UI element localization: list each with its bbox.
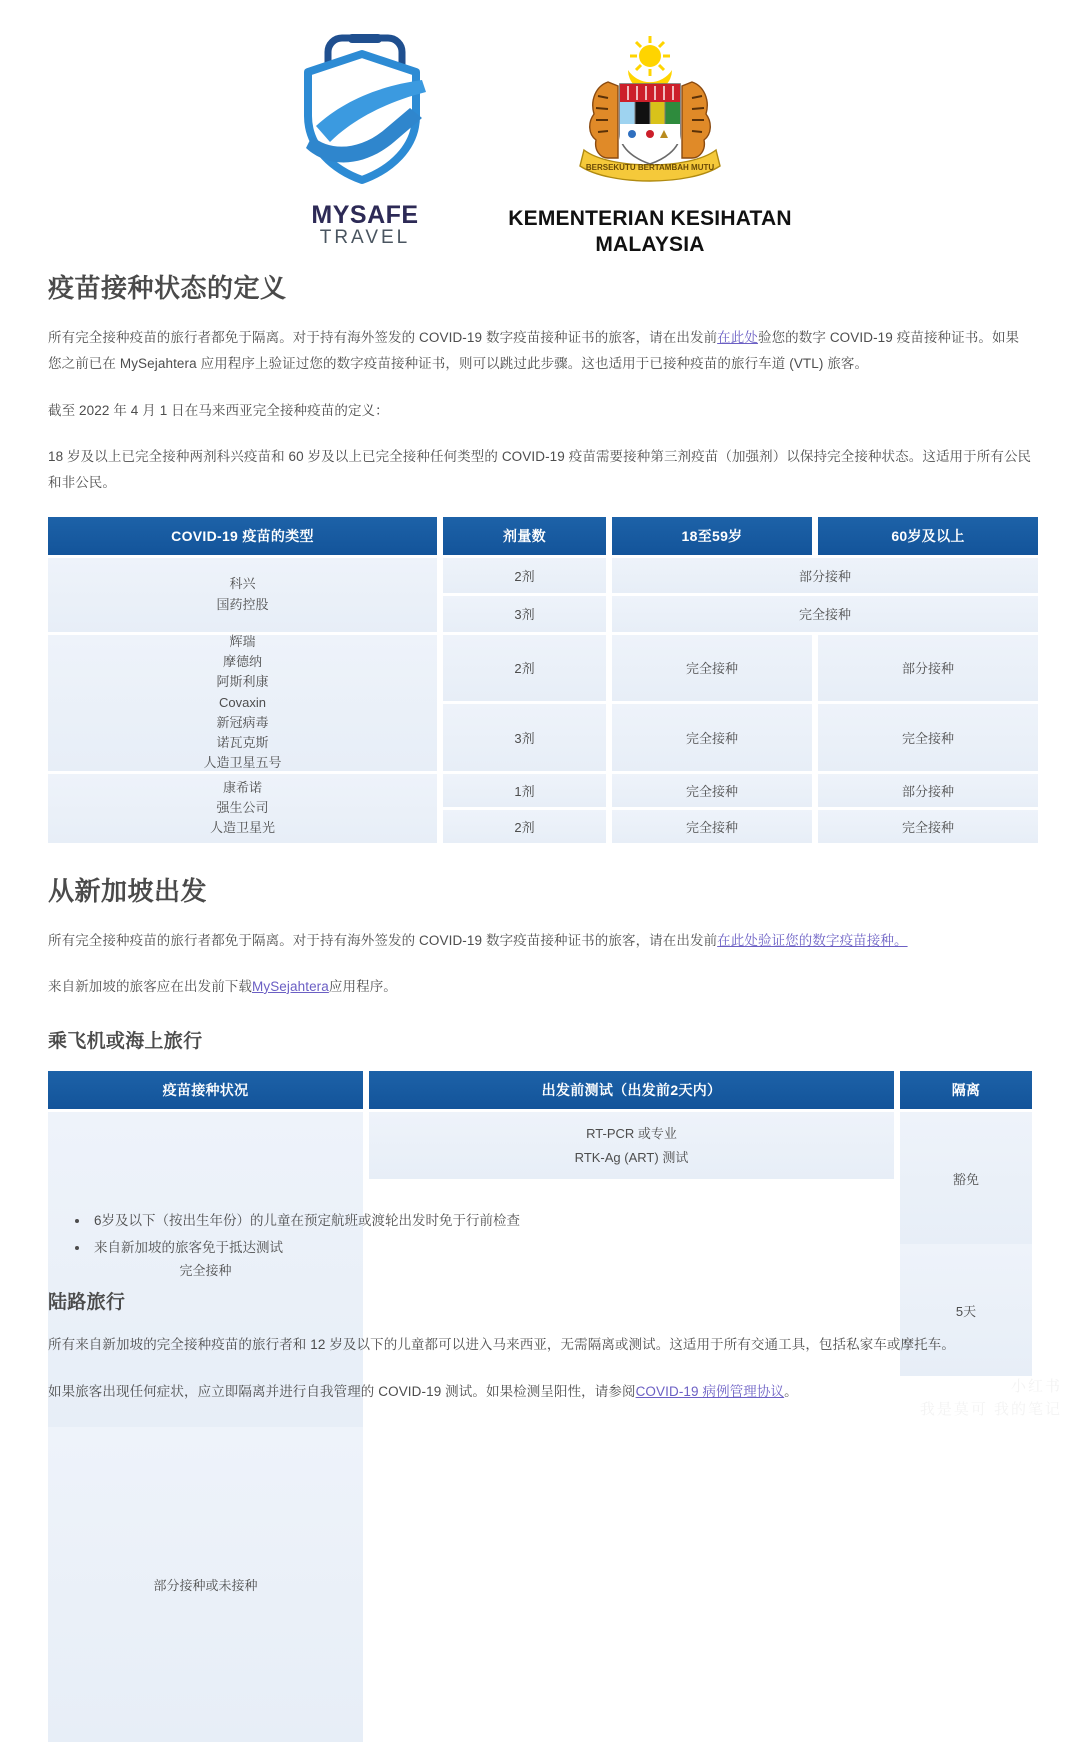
subheading-land-travel: 陆路旅行	[48, 1292, 126, 1314]
test-text-line1: RT-PCR 或专业	[586, 1126, 677, 1142]
status-60-plus-cell: 部分接种	[818, 635, 1038, 702]
paragraph-download-app	[48, 974, 1032, 1000]
paragraph-symptoms-protocol	[48, 1379, 1032, 1405]
paragraph-text-part2: 。	[784, 1383, 798, 1399]
table-row	[443, 704, 1038, 771]
status-60-plus-cell: 完全接种	[818, 810, 1038, 843]
table-row	[443, 558, 1038, 594]
paragraph-vaccination-intro	[48, 325, 1032, 378]
status-60-plus-cell: 完全接种	[818, 704, 1038, 771]
dose-cell: 2剂	[443, 635, 606, 702]
section-heading-departing-singapore: 从新加坡出发	[48, 875, 208, 906]
mysejahtera-link[interactable]: MySejahtera	[252, 978, 329, 994]
table-header-age-60-plus: 60岁及以上	[818, 517, 1038, 555]
mysafe-travel-logo	[285, 30, 445, 249]
list-item: • 6岁及以下（按出生年份）的儿童在预定航班或渡轮出发时免于行前检查	[90, 1207, 1032, 1234]
quarantine-cell: 豁免	[900, 1112, 1032, 1244]
vaccine-name: 诺瓦克斯	[216, 734, 269, 750]
table-group-pfizer	[48, 635, 1032, 771]
watermark-line2: 我是莫可 我的笔记	[919, 1400, 1062, 1418]
status-cell: 部分接种或未接种	[48, 1427, 363, 1742]
mysafe-brand-line2: TRAVEL	[319, 227, 411, 249]
vaccine-name: 康希诺	[222, 779, 262, 795]
vaccine-name: Covaxin	[219, 694, 266, 710]
kkm-name-line2: MALAYSIA	[595, 232, 705, 256]
table-header-dose-count: 剂量数	[443, 517, 606, 555]
table-row	[443, 635, 1038, 702]
paragraph-singapore-intro	[48, 928, 1032, 954]
dose-cell: 3剂	[443, 596, 606, 632]
status-18-59-cell: 完全接种	[612, 704, 812, 771]
paragraph-text-part2: 验您的数字 COVID-19 疫苗接种证书。如果您之前已在 MySejahtera 应用程序上验证过您的数字疫苗接种证书，则可以跳过此步骤。这也适用于已接种疫苗的旅行车道 (VTL) 旅客。	[48, 330, 1020, 372]
status-18-59-cell: 完全接种	[612, 774, 812, 807]
quarantine-column	[900, 1112, 1032, 1319]
subheading-air-sea-travel: 乘飞机或海上旅行	[48, 1031, 203, 1053]
verify-certificate-link[interactable]: 在此处	[717, 330, 758, 345]
paragraph-definition-date: 截至 2022 年 4 月 1 日在马来西亚完全接种疫苗的定义：	[48, 402, 389, 418]
vaccine-name: 新冠病毒	[216, 714, 269, 730]
dose-cell: 1剂	[443, 774, 606, 807]
header-logos	[0, 0, 1080, 268]
table-row	[443, 774, 1038, 807]
table-header-row	[48, 1071, 1032, 1109]
table-row	[443, 596, 1038, 632]
status-cell: 完全接种	[48, 1112, 363, 1427]
table-group-cansino	[48, 774, 1032, 843]
status-60-plus-cell: 部分接种	[818, 774, 1038, 807]
table-header-predeparture-test: 出发前测试（出发前2天内）	[369, 1071, 894, 1109]
predeparture-test-merged-cell	[369, 1112, 894, 1179]
table-header-vaccine-type: COVID-19 疫苗的类型	[48, 517, 437, 555]
table-header-vaccination-status: 疫苗接种状况	[48, 1071, 363, 1109]
status-merged-cell: 部分接种	[612, 558, 1038, 594]
paragraph-land-travel-rule: 所有来自新加坡的完全接种疫苗的旅行者和 12 岁及以下的儿童都可以进入马来西亚，无需隔离或测试。这适用于所有交通工具，包括私家车或摩托车。	[48, 1337, 955, 1353]
test-text-line2: RTK-Ag (ART) 测试	[574, 1149, 689, 1165]
status-merged-cell: 完全接种	[612, 596, 1038, 632]
mysafe-shield-plane-icon	[290, 30, 440, 200]
paragraph-booster-rule: 18 岁及以上已完全接种两剂科兴疫苗和 60 岁及以上已完全接种任何类型的 COVID-19 疫苗需要接种第三剂疫苗（加强剂）以保持完全接种状态。这适用于所有公民和非公民。	[48, 448, 1032, 491]
vaccine-names-cell	[48, 774, 437, 843]
watermark	[920, 1376, 1062, 1421]
paragraph-text-part1: 所有完全接种疫苗的旅行者都免于隔离。对于持有海外签发的 COVID-19 数字疫苗接种证书的旅客，请在出发前	[48, 932, 718, 948]
vaccine-names-cell	[48, 635, 437, 771]
kkm-logo	[505, 30, 795, 257]
section-heading-vaccination-definition: 疫苗接种状态的定义	[48, 273, 287, 303]
paragraph-text-part2: 应用程序。	[328, 978, 397, 994]
table-group-sinovac	[48, 558, 1032, 632]
vaccine-name: 国药控股	[216, 596, 269, 612]
status-18-59-cell: 完全接种	[612, 635, 812, 702]
kkm-name	[508, 206, 791, 257]
verify-digital-cert-link[interactable]: 在此处验证您的数字疫苗接种。	[717, 932, 908, 948]
table-row	[443, 810, 1038, 843]
status-18-59-cell: 完全接种	[612, 810, 812, 843]
case-management-protocol-link[interactable]: COVID-19 病例管理协议	[635, 1383, 785, 1399]
list-item: • 来自新加坡的旅客免于抵达测试	[90, 1234, 1032, 1261]
kkm-name-line1: KEMENTERIAN KESIHATAN	[508, 207, 792, 230]
quarantine-cell: 5天	[900, 1244, 1032, 1376]
paragraph-text-part1: 来自新加坡的旅客应在出发前下载	[48, 978, 252, 994]
vaccine-type-table	[48, 517, 1032, 843]
dose-cell: 2剂	[443, 558, 606, 594]
paragraph-text-part1: 所有完全接种疫苗的旅行者都免于隔离。对于持有海外签发的 COVID-19 数字疫苗接种证书的旅客，请在出发前	[48, 330, 718, 345]
vaccine-name: 摩德纳	[222, 654, 262, 670]
vaccine-name: 人造卫星光	[209, 820, 275, 836]
dose-cell: 2剂	[443, 810, 606, 843]
dose-cell: 3剂	[443, 704, 606, 771]
svg-text:BERSEKUTU BERTAMBAH MUTU: BERSEKUTU BERTAMBAH MUTU	[585, 163, 715, 172]
mysafe-brand-line1: MYSAFE	[311, 201, 419, 229]
paragraph-text-part1: 如果旅客出现任何症状，应立即隔离并进行自我管理的 COVID-19 测试。如果检测呈阳性，请参阅	[48, 1383, 636, 1399]
air-sea-notes-list	[48, 1207, 1032, 1261]
malaysia-coat-of-arms-icon	[550, 30, 750, 200]
vaccine-name: 科兴	[229, 576, 256, 592]
table-header-quarantine: 隔离	[900, 1071, 1032, 1109]
vaccine-name: 人造卫星五号	[203, 754, 282, 770]
vaccine-name: 强生公司	[216, 799, 269, 815]
table-header-age-18-59: 18至59岁	[612, 517, 812, 555]
vaccine-name: 阿斯利康	[216, 674, 269, 690]
watermark-line1: 小红书	[1010, 1378, 1062, 1395]
vaccine-names-cell	[48, 558, 437, 632]
table-header-row	[48, 517, 1032, 555]
vaccine-name: 辉瑞	[229, 634, 256, 650]
